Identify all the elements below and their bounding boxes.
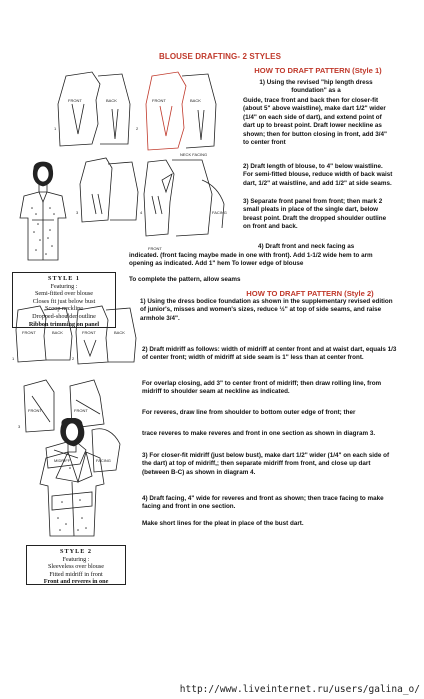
style2-label-midriff: MIDRIFF [54, 458, 71, 463]
style1-label-back: BACK [106, 98, 117, 103]
style1-box-last: Ribbon trimming on panel [28, 320, 100, 328]
svg-text:4: 4 [140, 210, 143, 215]
style2-label-back-2: BACK [114, 330, 125, 335]
style2-step3: 3) For closer-fit midriff (just below bust), make dart 1/2" wider (1/4" on each side of the dart) at top of midriff,; then separate midriff from front, and close up dart (between B-C) as shown in diagram 4. [142, 452, 390, 476]
style1-box-title: STYLE 1 [48, 275, 80, 282]
style2-pleat: Make short lines for the pleat in place of the bust dart. [142, 520, 304, 527]
style1-figure-illustration [10, 160, 76, 272]
style1-box-line: Dropped-shoulder outline [32, 312, 96, 320]
style1-step1: 1) Using the revised "hip length dress foundation" as a [259, 79, 373, 95]
style1-box-line: Closes fit just below bust [32, 297, 96, 305]
svg-text:2: 2 [136, 126, 139, 131]
style2-box-title: STYLE 2 [60, 548, 92, 555]
style2-step2: 2) Draft midriff as follows: width of midriff at center front and at waist dart, equals 1/3 of center front; width of midriff at side seam is 1" less than at center front. [142, 346, 397, 362]
svg-text:3: 3 [18, 424, 21, 429]
style1-label-neck-facing: NECK FACING [180, 152, 208, 157]
style1-complete: To complete the pattern, allow seams [129, 276, 241, 283]
svg-text:1: 1 [12, 356, 15, 361]
style1-label-front-3: FRONT [148, 246, 162, 251]
style2-step4: 4) Draft facing, 4" wide for reveres and front as shown; then trace facing to make facing and front in one section. [142, 495, 384, 511]
style2-box-last: Front and reveres in one [43, 578, 109, 586]
style1-step1-detail: Guide, trace front and back then for closer-fit (about 5" above waistline), make dart 1/2" wider (1/4" on each side of dart), and extend point of dart up to breast point. Draft lower neckline as shown; then for button closing in front, add 3/4" to center front [243, 97, 387, 147]
style1-box-line: Featuring : [50, 282, 78, 290]
svg-text:3: 3 [76, 210, 79, 215]
style1-heading: HOW TO DRAFT PATTERN (Style 1) [254, 66, 382, 75]
style2-overlap: For overlap closing, add 3" to center front of midriff; then draw rolling line, from midriff to shoulder seam at neckline as indicated. [142, 380, 382, 396]
footer-url[interactable]: http://www.liveinternet.ru/users/galina_o/ [179, 684, 420, 695]
style2-label-back: BACK [52, 330, 63, 335]
style2-heading: HOW TO DRAFT PATTERN (Style 2) [246, 289, 374, 298]
style2-figure-illustration [22, 418, 122, 544]
style1-step4-detail: indicated. (front facing maybe made in one with front). Add 1-1/2 wide hem to arm opening as indicated. Add 1" hem To lower edge of blouse [129, 252, 373, 268]
style2-step1: 1) Using the dress bodice foundation as shown in the supplementary revised edition of junior's, misses and women's sizes, reduce ½" at top of side seams, and raise armhole 3/4". [140, 298, 393, 322]
style2-label-front-4: FRONT [74, 408, 88, 413]
style1-step4: 4) Draft front and neck facing as [258, 243, 355, 250]
style2-box-line: Fitted midriff in front [49, 570, 103, 578]
style1-pattern-diagrams [52, 64, 238, 254]
style2-feature-box [26, 545, 126, 585]
style2-reveres: For reveres, draw line from shoulder to bottom outer edge of front; ther [142, 409, 356, 416]
style2-label-front-3: FRONT [28, 408, 42, 413]
style1-label-facing: FACING [212, 210, 227, 215]
style1-label-front: FRONT [68, 98, 82, 103]
style1-label-back-2: BACK [190, 98, 201, 103]
style2-label-front: FRONT [22, 330, 36, 335]
style2-box-line: Sleeveless over blouse [47, 563, 105, 571]
style1-label-front-2: FRONT [152, 98, 166, 103]
style1-box-line: Semi-fitted over blouse [34, 290, 94, 298]
style1-box-line: Scoop neckline [45, 305, 83, 313]
style2-label-front-2: FRONT [82, 330, 96, 335]
style2-trace: trace reveres to make reveres and front in one section as shown in diagram 3. [142, 430, 376, 437]
page-title: BLOUSE DRAFTING- 2 STYLES [158, 52, 282, 61]
svg-text:2: 2 [72, 356, 75, 361]
style1-step3: 3) Separate front panel from front; then mark 2 small pleats in place of the single dart, below breast point. Draft the dropped shoulder outline on front and back. [243, 198, 387, 231]
style2-box-line: Featuring : [62, 555, 90, 563]
style1-step2: 2) Draft length of blouse, to 4" below waistline. For semi-fitted blouse, reduce width of back waist dart, 1/2" at waistline, and add 1/2" at side seams. [243, 163, 393, 187]
svg-text:1: 1 [54, 126, 57, 131]
style2-label-facing: FACING [96, 458, 111, 463]
